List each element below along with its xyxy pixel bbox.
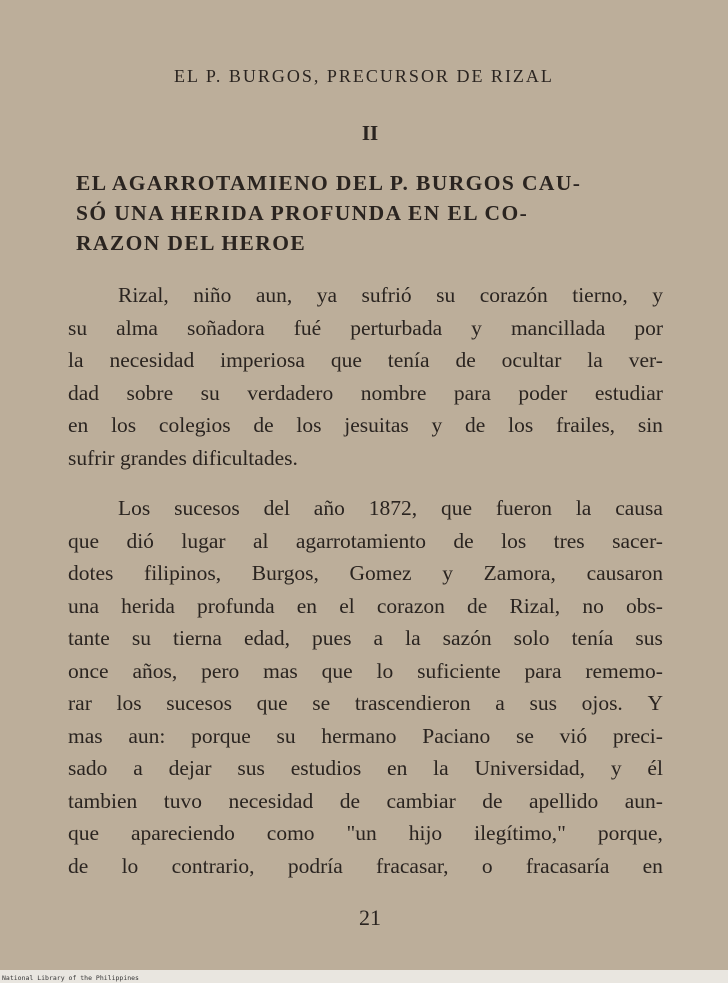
chapter-title [76,168,656,258]
text-line: rar los sucesos que se trascendieron a sus ojos. Y [68,691,663,715]
text-line: dad sobre su verdadero nombre para poder estudiar [68,380,663,405]
chapter-title-line: SÓ UNA HERIDA PROFUNDA EN EL CO- [76,201,529,225]
text-line: Rizal, niño aun, ya sufrió su corazón tierno, y [118,283,663,307]
text-line: once años, pero mas que lo suficiente para rememo- [68,658,663,683]
chapter-title-line: EL AGARROTAMIENO DEL P. BURGOS CAU- [76,171,582,195]
text-line: mas aun: porque su hermano Paciano se vió preci- [68,723,663,748]
text-line: una herida profunda en el corazon de Rizal, no obs- [68,593,663,618]
text-line: sufrir grandes dificultades. [68,445,298,470]
text-line: que apareciendo como "un hijo ilegítimo," porque, [68,821,663,845]
text-line: tante su tierna edad, pues a la sazón solo tenía sus [68,626,663,650]
chapter-number: II [361,121,379,145]
text-line: que dió lugar al agarrotamiento de los tres sacer- [68,528,663,553]
text-line: su alma soñadora fué perturbada y mancillada por [68,315,663,340]
page-number: 21 [359,905,381,930]
text-line: tambien tuvo necesidad de cambiar de apellido aun- [68,788,663,813]
running-head: EL P. BURGOS, PRECURSOR DE RIZAL [174,66,554,86]
text-line: la necesidad imperiosa que tenía de ocultar la ver- [68,348,663,372]
scan-credit: National Library of the Philippines [2,974,139,982]
paragraph-2 [68,492,663,882]
text-line: dotes filipinos, Burgos, Gomez y Zamora, causaron [68,561,663,585]
text-line: sado a dejar sus estudios en la Universidad, y él [68,756,663,780]
text-line: Los sucesos del año 1872, que fueron la causa [118,496,663,520]
text-line: en los colegios de los jesuitas y de los frailes, sin [68,413,663,437]
text-line: de lo contrario, podría fracasar, o fracasaría en [68,853,663,878]
chapter-title-line: RAZON DEL HEROE [76,231,307,255]
paragraph-1 [68,279,663,474]
